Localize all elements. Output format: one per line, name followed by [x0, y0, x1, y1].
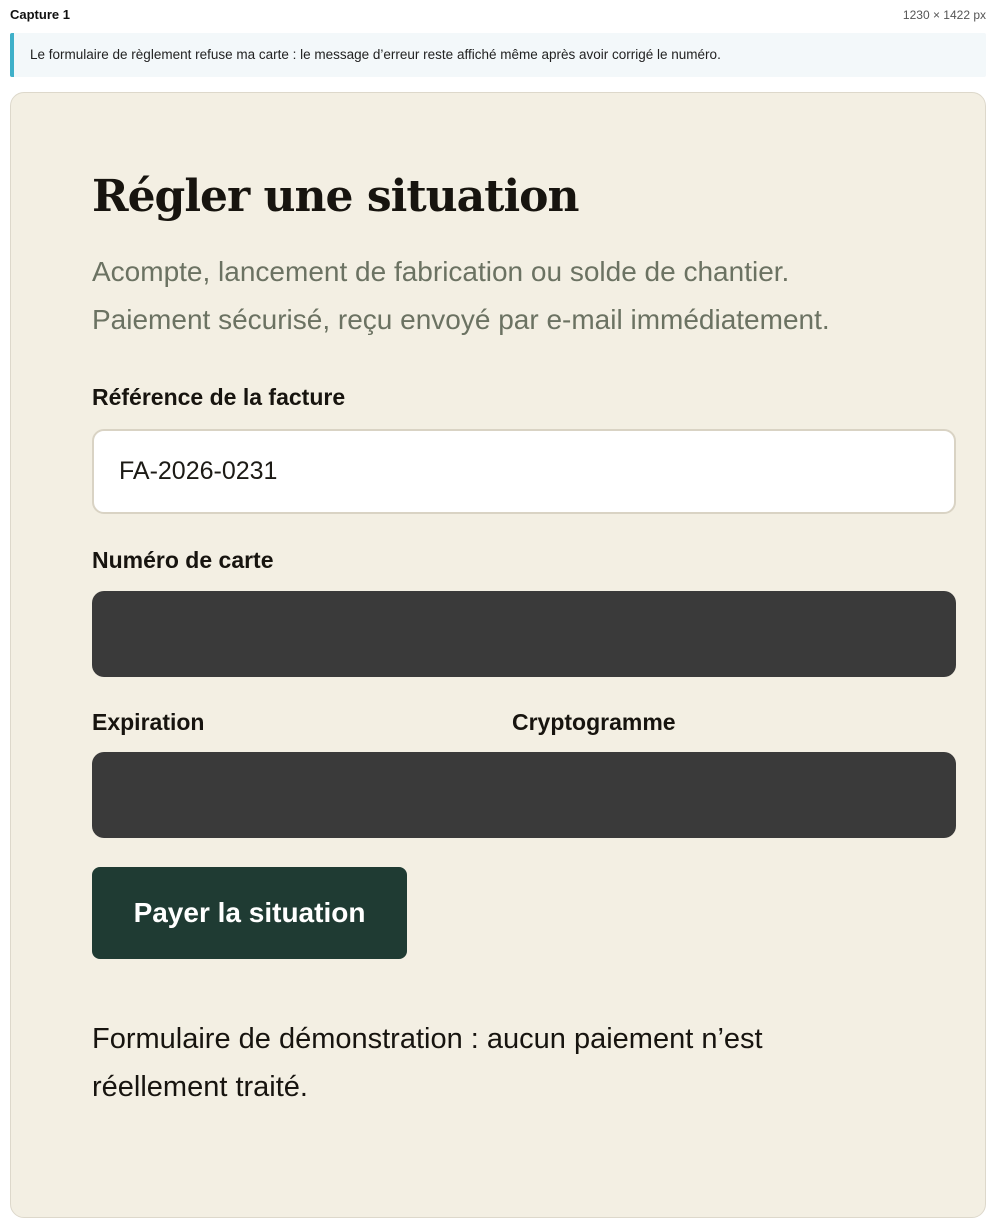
- cvc-label: Cryptogramme: [512, 709, 676, 735]
- invoice-ref-label: Référence de la facture: [92, 384, 346, 410]
- card-number-label: Numéro de carte: [92, 547, 274, 573]
- expiration-label: Expiration: [92, 709, 205, 735]
- page-title: Régler une situation: [92, 171, 579, 222]
- capture-header: [0, 0, 1000, 30]
- issue-note-text: Le formulaire de règlement refuse ma carte : le message d’erreur reste affiché même après avoir corrigé le numéro.: [30, 47, 721, 62]
- capture-dimensions: 1230 × 1422 px: [902, 8, 986, 22]
- payment-panel: [10, 92, 986, 1218]
- demo-notice: Formulaire de démonstration : aucun paiement n’est réellement traité.: [92, 1023, 763, 1103]
- capture-title: Capture 1: [10, 7, 70, 22]
- invoice-ref-value: FA-2026-0231: [119, 457, 278, 485]
- expiration-cvc-field[interactable]: [92, 752, 956, 838]
- invoice-ref-input[interactable]: [92, 429, 956, 514]
- card-number-field[interactable]: [92, 591, 956, 677]
- issue-note: [10, 33, 986, 77]
- pay-button[interactable]: Payer la situation: [92, 867, 407, 959]
- page-subtitle-line-2: Paiement sécurisé, reçu envoyé par e-mail immédiatement.: [92, 304, 830, 335]
- page-subtitle-line-1: Acompte, lancement de fabrication ou solde de chantier.: [92, 256, 790, 287]
